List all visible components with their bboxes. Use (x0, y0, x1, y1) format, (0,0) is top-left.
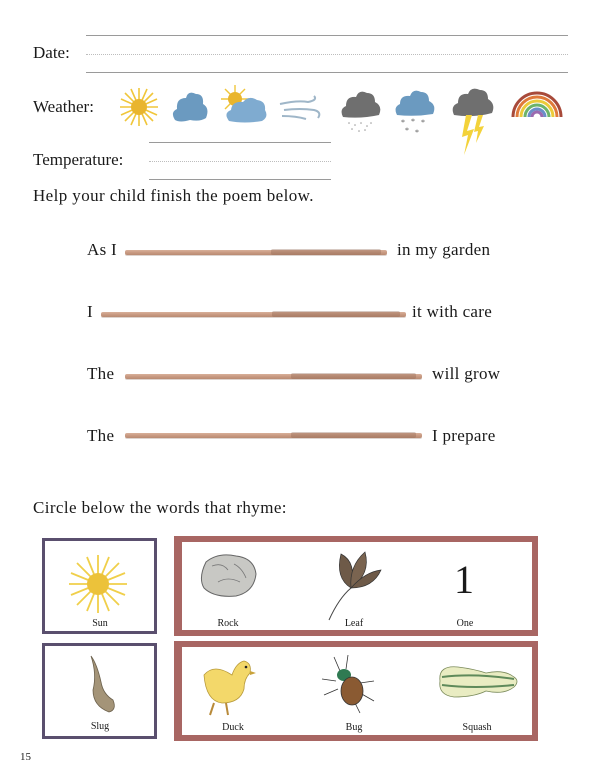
svg-text:*: * (401, 118, 405, 127)
date-line-top (86, 35, 568, 36)
date-label: Date: (33, 43, 70, 62)
duck-icon (198, 653, 260, 717)
choices-row-1 (174, 536, 538, 636)
poem-line-1-end: in my garden (397, 240, 491, 259)
date-line-bottom (86, 72, 568, 73)
svg-text:*: * (415, 128, 419, 137)
temperature-field[interactable] (149, 161, 331, 162)
poem-blank-3[interactable] (125, 374, 422, 379)
word-slug[interactable]: Slug (90, 721, 110, 732)
poem-line-3-end: will grow (432, 364, 501, 383)
svg-text:*: * (411, 117, 415, 126)
word-leaf[interactable]: Leaf (344, 618, 364, 629)
poem-blank-4[interactable] (125, 433, 422, 438)
weather-label: Weather: (33, 97, 94, 116)
temperature-line-top (149, 142, 331, 143)
word-bug[interactable]: Bug (345, 722, 363, 733)
page-number: 15 (20, 751, 31, 763)
number-one-icon: 1 (454, 557, 474, 602)
poem-blank-1[interactable] (125, 250, 387, 255)
temperature-line-bottom (149, 179, 331, 180)
sun-icon[interactable] (118, 86, 160, 128)
bug-icon (320, 653, 380, 715)
cloud-icon[interactable] (170, 88, 210, 124)
svg-text:*: * (421, 118, 425, 127)
rhyme-instructions: Circle below the words that rhyme: (33, 498, 287, 517)
wind-icon[interactable] (278, 94, 322, 122)
svg-text:*: * (405, 126, 409, 135)
word-one[interactable]: One (456, 618, 474, 629)
poem-line-3-start: The (87, 364, 115, 383)
word-duck[interactable]: Duck (222, 722, 244, 733)
target-card-slug[interactable] (42, 643, 157, 739)
poem-blank-2[interactable] (101, 312, 406, 317)
word-sun[interactable]: Sun (92, 618, 108, 629)
rain-cloud-icon[interactable] (339, 87, 383, 135)
poem-line-2-start: I (87, 302, 93, 321)
squash-icon (434, 661, 520, 701)
slug-icon (83, 654, 119, 718)
poem-line-2-end: it with care (412, 302, 493, 321)
thunderstorm-icon[interactable] (450, 85, 498, 157)
word-squash[interactable]: Squash (462, 722, 492, 733)
snow-cloud-icon[interactable] (393, 87, 437, 137)
partly-cloudy-icon[interactable] (219, 83, 269, 125)
choices-row-2 (174, 641, 538, 741)
target-card-sun[interactable] (42, 538, 157, 634)
poem-instructions: Help your child finish the poem below. (33, 186, 314, 205)
word-rock[interactable]: Rock (217, 618, 239, 629)
sun-icon (67, 553, 129, 615)
rainbow-icon[interactable] (510, 88, 564, 118)
date-field[interactable] (86, 54, 568, 55)
rock-icon (198, 552, 258, 598)
temperature-label: Temperature: (33, 150, 124, 169)
poem-line-1-start: As I (87, 240, 118, 259)
poem-line-4-end: I prepare (432, 426, 496, 445)
leaf-icon (325, 548, 385, 622)
poem-line-4-start: The (87, 426, 115, 445)
